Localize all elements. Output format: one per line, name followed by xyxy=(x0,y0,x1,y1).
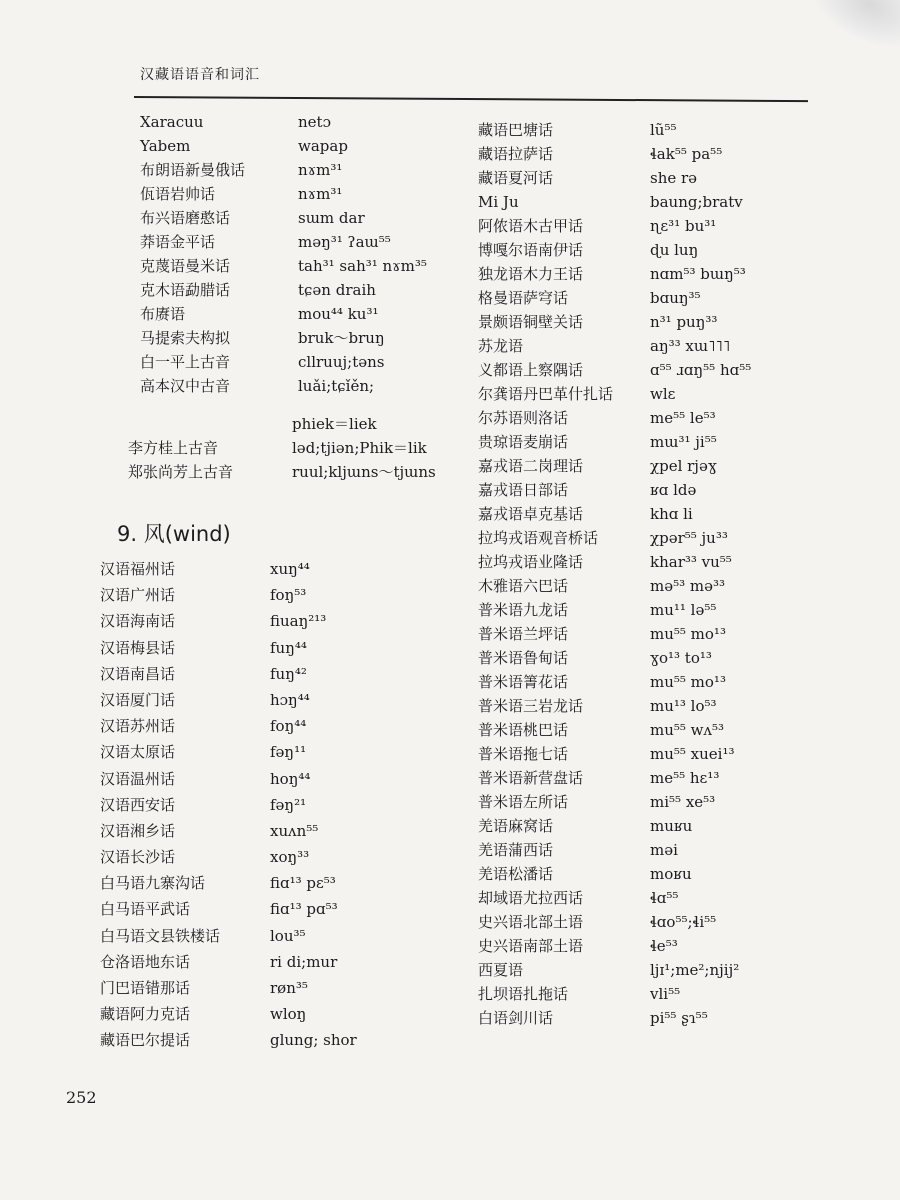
word-form: ɳɛ³¹ bu³¹ xyxy=(650,217,717,235)
word-form: netɔ xyxy=(298,113,331,131)
word-form: ljɪ¹;me²;njij² xyxy=(650,961,740,979)
word-form: mu¹³ lo⁵³ xyxy=(650,697,717,715)
language-name: 羌语蒲西话 xyxy=(478,841,554,859)
word-form: baung;bratv xyxy=(650,193,743,211)
language-name: 却域语尤拉西话 xyxy=(478,889,584,907)
language-name: 普米语兰坪话 xyxy=(478,625,569,643)
word-form: ɬak⁵⁵ pa⁵⁵ xyxy=(650,145,723,163)
word-form: bɑuŋ³⁵ xyxy=(650,289,701,307)
language-name: 李方桂上古音 xyxy=(128,439,219,457)
language-name: 贵琼语麦崩话 xyxy=(478,433,569,451)
header-rule xyxy=(134,96,808,102)
language-name: 汉语福州话 xyxy=(100,560,176,578)
word-form: hoŋ⁴⁴ xyxy=(270,769,311,788)
language-name: 藏语巴塘话 xyxy=(478,121,554,139)
word-form: mu¹¹ lə⁵⁵ xyxy=(650,601,717,619)
language-name: 克蔑语曼米话 xyxy=(140,257,231,275)
word-form: fəŋ¹¹ xyxy=(270,743,307,762)
form-list-continued-b xyxy=(292,412,436,484)
language-name: 白马语九寨沟话 xyxy=(100,874,206,893)
language-name: Yabem xyxy=(140,137,191,155)
form-list-continued-a xyxy=(298,110,427,398)
word-form: mu⁵⁵ mo¹³ xyxy=(650,673,726,691)
language-name: 莽语金平话 xyxy=(140,233,216,251)
word-form: pi⁵⁵ ʂɿ⁵⁵ xyxy=(650,1009,708,1027)
language-name: 普米语箐花话 xyxy=(478,673,569,691)
language-name: 普米语拖七话 xyxy=(478,745,569,763)
word-form: ɬɑ⁵⁵ xyxy=(650,889,679,907)
word-form: she rə xyxy=(650,169,698,187)
language-name: Xaracuu xyxy=(140,113,204,131)
language-name: 木雅语六巴话 xyxy=(478,577,569,595)
language-name: 门巴语错那话 xyxy=(100,979,191,997)
language-name: 义都语上察隅话 xyxy=(478,361,584,379)
language-name: 尔苏语则洛话 xyxy=(478,409,569,427)
language-name: 尔龚语丹巴革什扎话 xyxy=(478,385,614,403)
word-form: ləd;tjiən;Phik＝lik xyxy=(292,439,427,457)
word-form: ɣo¹³ to¹³ xyxy=(650,649,712,667)
word-form: me⁵⁵ hɛ¹³ xyxy=(650,769,720,787)
language-name: 高本汉中古音 xyxy=(140,377,231,395)
page-number: 252 xyxy=(66,1088,97,1107)
word-form: fiɑ¹³ pɑ⁵³ xyxy=(270,900,338,919)
language-name: 白语剑川话 xyxy=(478,1009,554,1027)
language-name: 独龙语木力王话 xyxy=(478,265,584,283)
word-form: cllruuj;tənѕ xyxy=(298,353,385,371)
word-form: ri di;mur xyxy=(270,952,338,971)
word-form: məŋ³¹ ʔaɯ⁵⁵ xyxy=(298,233,391,251)
language-name: 苏龙语 xyxy=(478,337,524,355)
word-form: bruk～bruŋ xyxy=(298,329,385,347)
language-name: 马提索夫构拟 xyxy=(140,329,231,347)
word-form: mɯ³¹ ji⁵⁵ xyxy=(650,433,717,451)
language-name: 布赓语 xyxy=(140,305,186,323)
language-name: 汉语南昌话 xyxy=(100,664,176,683)
language-name xyxy=(128,412,233,436)
language-name: 普米语九龙话 xyxy=(478,601,569,619)
word-form: mou⁴⁴ ku³¹ xyxy=(298,305,379,323)
word-form: ɑ⁵⁵ ɹɑŋ⁵⁵ hɑ⁵⁵ xyxy=(650,361,752,379)
language-name: 汉语梅县话 xyxy=(100,638,176,657)
word-form: khɑ li xyxy=(650,505,693,523)
language-name: 扎坝语扎拖话 xyxy=(478,985,569,1003)
language-name: 藏语夏河话 xyxy=(478,169,554,187)
word-form: hɔŋ⁴⁴ xyxy=(270,690,310,709)
language-name: 拉坞戎语业隆话 xyxy=(478,553,584,571)
word-form: aŋ³³ xɯ˥˥˥ xyxy=(650,337,731,355)
word-form: χpər⁵⁵ ju³³ xyxy=(650,529,728,547)
language-name: 普米语新营盘话 xyxy=(478,769,584,787)
word-form: ɬe⁵³ xyxy=(650,937,678,955)
language-name: 布朗语新曼俄话 xyxy=(140,161,246,179)
word-form: mi⁵⁵ xe⁵³ xyxy=(650,793,716,811)
language-name: 藏语阿力克话 xyxy=(100,1005,191,1024)
word-form: wapap xyxy=(298,137,348,155)
word-form: mə⁵³ mə³³ xyxy=(650,577,726,595)
language-name: 阿侬语木古甲话 xyxy=(478,217,584,235)
word-form: khar³³ vu⁵⁵ xyxy=(650,553,732,571)
word-form: fuŋ⁴² xyxy=(270,664,307,683)
word-form: ʁɑ ldə xyxy=(650,481,697,499)
language-name: 普米语三岩龙话 xyxy=(478,697,584,715)
word-form: tah³¹ sah³¹ nɤm³⁵ xyxy=(298,257,427,275)
language-name: 西夏语 xyxy=(478,961,524,979)
word-form: χpel rjəɣ xyxy=(650,457,717,475)
word-form: wloŋ xyxy=(270,1005,307,1024)
language-name: 羌语松潘话 xyxy=(478,865,554,883)
word-form: xuʌn⁵⁵ xyxy=(270,821,319,840)
language-name: 嘉戎语日部话 xyxy=(478,481,569,499)
language-list-continued-a xyxy=(140,110,245,398)
word-form: moʁu xyxy=(650,865,692,883)
language-name: 汉语西安话 xyxy=(100,795,176,814)
word-form: luǎi;tɕǐěn; xyxy=(298,377,375,395)
word-form: foŋ⁴⁴ xyxy=(270,717,307,736)
language-name: 博嘎尔语南伊话 xyxy=(478,241,584,259)
language-list-continued-b xyxy=(128,412,233,484)
word-form: fəŋ²¹ xyxy=(270,795,307,814)
language-name: 嘉戎语二岗理话 xyxy=(478,457,584,475)
language-name: 汉语太原话 xyxy=(100,743,176,762)
language-name: 汉语海南话 xyxy=(100,612,176,631)
word-form: fiuaŋ²¹³ xyxy=(270,612,327,631)
word-form: glung; shor xyxy=(270,1031,357,1050)
language-name: 汉语长沙话 xyxy=(100,848,176,867)
word-form: me⁵⁵ le⁵³ xyxy=(650,409,716,427)
language-name: 白一平上古音 xyxy=(140,353,231,371)
language-name: 佤语岩帅话 xyxy=(140,185,216,203)
language-name: 郑张尚芳上古音 xyxy=(128,463,234,481)
running-header: 汉藏语语音和词汇 xyxy=(140,67,260,83)
language-name: 汉语温州话 xyxy=(100,769,176,788)
word-form: mu⁵⁵ mo¹³ xyxy=(650,625,726,643)
word-form: foŋ⁵³ xyxy=(270,586,307,605)
word-form: røn³⁵ xyxy=(270,979,308,997)
language-name: 嘉戎语卓克基话 xyxy=(478,505,584,523)
word-form: fuŋ⁴⁴ xyxy=(270,638,307,657)
word-form: ɬɑo⁵⁵;ɬi⁵⁵ xyxy=(650,913,717,931)
word-form: mu⁵⁵ xuei¹³ xyxy=(650,745,735,763)
word-form: nɤm³¹ xyxy=(298,161,343,179)
language-name: 白马语文县铁楼话 xyxy=(100,926,221,945)
word-form: tɕən draih xyxy=(298,281,376,299)
word-form: nɤm³¹ xyxy=(298,185,343,203)
language-name: 藏语拉萨话 xyxy=(478,145,554,163)
language-list-right xyxy=(478,118,613,1030)
language-name: 普米语左所话 xyxy=(478,793,569,811)
language-name: 汉语苏州话 xyxy=(100,717,176,736)
section-title: 9. 风(wind) xyxy=(117,522,231,546)
language-name: 汉语湘乡话 xyxy=(100,821,176,840)
word-form: nɑm⁵³ bɯŋ⁵³ xyxy=(650,265,746,283)
form-list-right xyxy=(650,118,751,1030)
language-name: 汉语广州话 xyxy=(100,586,176,605)
wind-language-list xyxy=(100,556,220,1054)
wind-form-list xyxy=(270,556,357,1054)
language-name: 景颇语铜壁关话 xyxy=(478,313,584,331)
word-form: n³¹ puŋ³³ xyxy=(650,313,718,331)
language-name: 格曼语萨穹话 xyxy=(478,289,569,307)
language-name: 羌语麻窝话 xyxy=(478,817,554,835)
language-name: 克木语勐腊话 xyxy=(140,281,231,299)
language-name: 普米语桃巴话 xyxy=(478,721,569,739)
word-form: ɖu luŋ xyxy=(650,241,699,259)
language-name: 白马语平武话 xyxy=(100,900,191,919)
word-form: phiek＝liek xyxy=(292,415,377,433)
language-name: 汉语厦门话 xyxy=(100,690,176,709)
page-curl-shadow xyxy=(801,0,900,62)
language-name: 藏语巴尔提话 xyxy=(100,1031,191,1050)
language-name: 普米语鲁甸话 xyxy=(478,649,569,667)
word-form: mu⁵⁵ wʌ⁵³ xyxy=(650,721,725,739)
word-form: ruul;kljɯns～tjɯns xyxy=(292,463,436,481)
language-name: 仓洛语地东话 xyxy=(100,952,191,971)
language-name: 拉坞戎语观音桥话 xyxy=(478,529,599,547)
word-form: məi xyxy=(650,841,678,859)
language-name: 史兴语南部土语 xyxy=(478,937,584,955)
word-form: wlɛ xyxy=(650,385,676,403)
language-name: 史兴语北部土语 xyxy=(478,913,584,931)
language-name: 布兴语磨憨话 xyxy=(140,209,231,227)
word-form: sɯm dar xyxy=(298,209,365,227)
language-name: Mi Ju xyxy=(478,193,519,211)
word-form: vli⁵⁵ xyxy=(650,985,681,1003)
word-form: muʁu xyxy=(650,817,693,835)
word-form: lũ⁵⁵ xyxy=(650,121,677,139)
word-form: xoŋ³³ xyxy=(270,848,310,867)
word-form: xuŋ⁴⁴ xyxy=(270,560,310,578)
word-form: lou³⁵ xyxy=(270,926,306,945)
word-form: fiɑ¹³ pɛ⁵³ xyxy=(270,874,336,893)
